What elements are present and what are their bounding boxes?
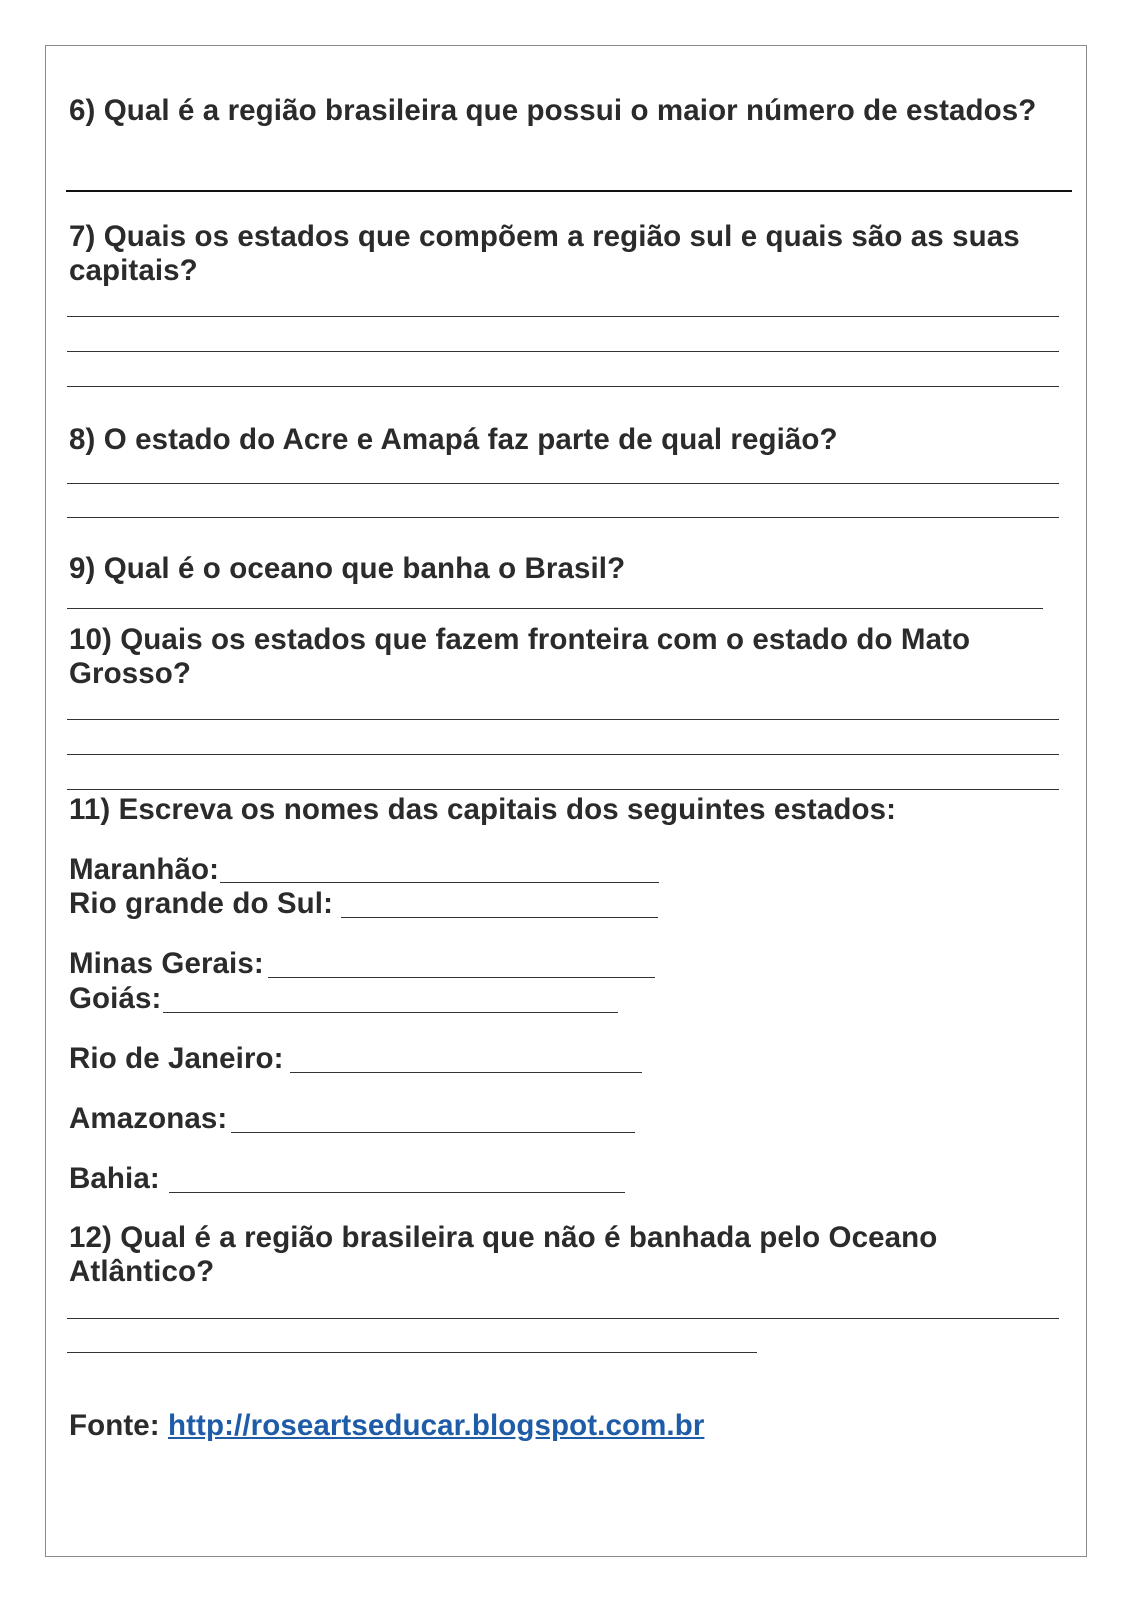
source-link[interactable]: http://roseartseducar.blogspot.com.br [168, 1409, 705, 1442]
state-label-bahia: Bahia: [69, 1162, 160, 1195]
source-label: Fonte: [69, 1409, 160, 1442]
capital-field-goias[interactable] [163, 1012, 618, 1013]
state-label-amazonas: Amazonas: [69, 1102, 228, 1135]
capital-field-bahia[interactable] [169, 1192, 625, 1193]
answer-line-q7-2[interactable] [67, 351, 1059, 352]
state-label-rio-de-janeiro: Rio de Janeiro: [69, 1042, 284, 1075]
question-12: 12) Qual é a região brasileira que não é banhada pelo Oceano [69, 1221, 938, 1254]
answer-line-q8-1[interactable] [67, 483, 1059, 484]
answer-line-q12-2[interactable] [67, 1352, 757, 1353]
answer-line-q10-1[interactable] [67, 719, 1059, 720]
answer-line-q7-3[interactable] [67, 386, 1059, 387]
capital-field-maranhao[interactable] [220, 882, 659, 883]
capital-field-minas-gerais[interactable] [268, 977, 655, 978]
question-7: 7) Quais os estados que compõem a região sul e quais são as suas [69, 220, 1020, 253]
question-10: 10) Quais os estados que fazem fronteira com o estado do Mato [69, 623, 971, 656]
answer-line-q9[interactable] [67, 608, 1043, 609]
capital-field-rio-de-janeiro[interactable] [290, 1072, 642, 1073]
question-12-continuation: Atlântico? [69, 1255, 215, 1288]
question-10-continuation: Grosso? [69, 657, 191, 690]
answer-line-q12-1[interactable] [67, 1318, 1059, 1319]
question-6: 6) Qual é a região brasileira que possui o maior número de estados? [69, 94, 1037, 127]
answer-line-q8-2[interactable] [67, 517, 1059, 518]
question-9: 9) Qual é o oceano que banha o Brasil? [69, 552, 626, 585]
question-8: 8) O estado do Acre e Amapá faz parte de qual região? [69, 423, 838, 456]
answer-line-q10-3[interactable] [67, 789, 1059, 790]
source-line [69, 1408, 704, 1443]
answer-line-q6[interactable] [66, 190, 1072, 192]
answer-line-q7-1[interactable] [67, 316, 1059, 317]
capital-field-rio-grande-do-sul[interactable] [341, 917, 658, 918]
state-label-maranhao: Maranhão: [69, 853, 220, 886]
answer-line-q10-2[interactable] [67, 754, 1059, 755]
state-label-rio-grande-do-sul: Rio grande do Sul: [69, 887, 334, 920]
question-7-continuation: capitais? [69, 254, 198, 287]
question-11: 11) Escreva os nomes das capitais dos seguintes estados: [69, 793, 897, 826]
state-label-minas-gerais: Minas Gerais: [69, 947, 264, 980]
capital-field-amazonas[interactable] [231, 1132, 635, 1133]
state-label-goias: Goiás: [69, 982, 162, 1015]
